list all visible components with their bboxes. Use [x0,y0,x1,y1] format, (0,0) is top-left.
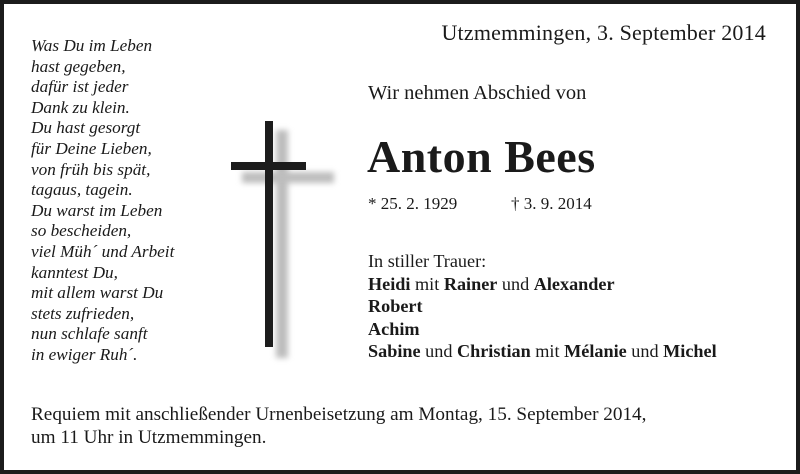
connector-text: mit [410,273,444,294]
mourner-name: Christian [456,341,531,362]
poem-line: hast gegeben, [31,56,126,76]
requiem-line: um 11 Uhr in Utzmemmingen. [31,427,267,448]
poem-line: Dank zu klein. [31,97,130,117]
poem-line: mit allem warst Du [31,283,164,303]
mourners-heading: In stiller Trauer: [368,251,487,271]
poem-line: so bescheiden, [31,221,132,241]
poem-line: stets zufrieden, [31,303,135,323]
poem-line: nun schlafe sanft [31,324,148,344]
farewell-intro: Wir nehmen Abschied von [368,82,587,104]
poem-line: von früh bis spät, [31,159,151,179]
mourner-row [368,295,717,318]
poem-line: für Deine Lieben, [31,138,152,158]
mourner-name: Heidi [368,273,411,294]
cross-vertical-beam [265,121,273,347]
poem-line: Was Du im Leben [31,36,153,55]
deceased-name: Anton Bees [367,131,596,182]
poem-line: tagaus, tagein. [31,180,133,200]
mourner-row [368,273,717,296]
cross-horizontal-beam [231,162,306,170]
mourner-name: Rainer [443,273,498,294]
birth-date: * 25. 2. 1929 [368,194,458,213]
poem-line: in ewiger Ruh´. [31,344,138,364]
place-date: Utzmemmingen, 3. September 2014 [441,20,766,45]
mourner-name: Robert [368,296,423,317]
poem-line: Du warst im Leben [31,200,163,220]
cross-shadow-horizontal [242,172,334,183]
poem-line: kanntest Du, [31,262,118,282]
mourner-row [368,340,717,363]
connector-text: und [626,341,664,362]
mourner-row [368,318,717,341]
requiem-notice [31,403,646,449]
connector-text: mit [530,341,565,362]
requiem-line: Requiem mit anschließender Urnenbeisetzung am Montag, 15. September 2014, [31,404,647,425]
connector-text: und [497,273,534,294]
poem-line: viel Müh´ und Arbeit [31,241,175,261]
death-date: † 3. 9. 2014 [511,194,592,213]
poem-line: Du hast gesorgt [31,118,141,138]
poem-line: dafür ist jeder [31,77,129,97]
mourners-block [368,250,717,363]
mourner-name: Sabine [368,341,421,362]
mourner-name: Achim [368,318,420,339]
poem [31,36,174,366]
connector-text: und [420,341,457,362]
mourner-name: Alexander [533,273,615,294]
cross-icon [224,116,334,356]
mourner-name: Michel [663,341,717,362]
mourner-name: Mélanie [564,341,627,362]
